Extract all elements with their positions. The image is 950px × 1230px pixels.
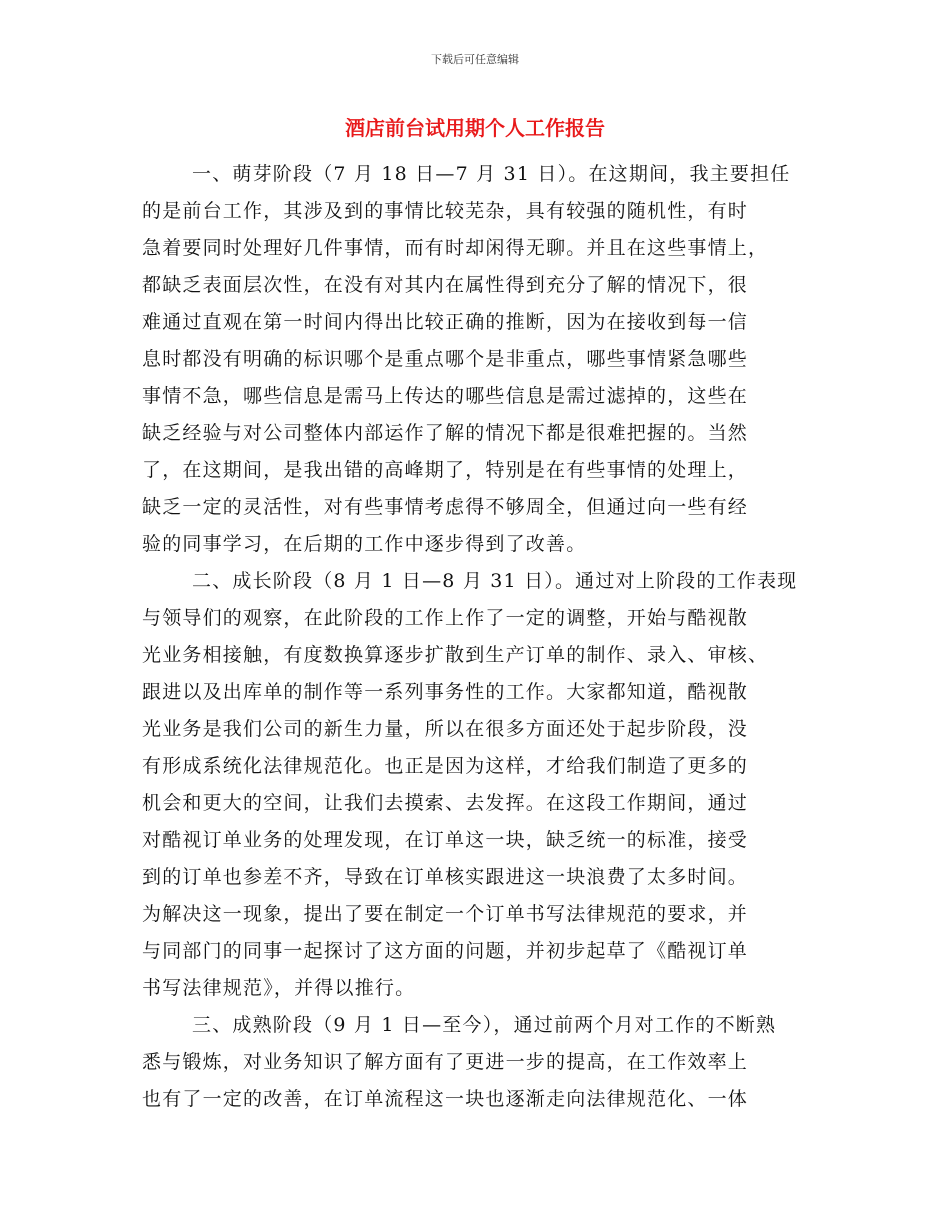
- text-line: 光业务是我们公司的新生力量，所以在很多方面还处于起步阶段，没: [142, 718, 749, 740]
- text-line: 机会和更大的空间，让我们去摸索、去发挥。在这段工作期间，通过: [142, 792, 749, 814]
- text-line: 息时都没有明确的标识哪个是重点哪个是非重点，哪些事情紧急哪些: [142, 348, 749, 370]
- header-note: 下载后可任意编辑: [431, 53, 519, 66]
- text-line: 二、成长阶段（8 月 1 日—8 月 31 日）。通过对上阶段的工作表现: [192, 570, 798, 592]
- text-line: 有形成系统化法律规范化。也正是因为这样，才给我们制造了更多的: [142, 755, 749, 777]
- paragraph-3: [142, 1007, 802, 1118]
- text-line: 缺乏一定的灵活性，对有些事情考虑得不够周全，但通过向一些有经: [142, 496, 749, 518]
- text-line: 为解决这一现象，提出了要在制定一个订单书写法律规范的要求，并: [142, 903, 749, 925]
- document-title: 酒店前台试用期个人工作报告: [345, 116, 605, 140]
- text-line: 与领导们的观察，在此阶段的工作上作了一定的调整，开始与酷视散: [142, 607, 749, 629]
- text-line: 到的订单也参差不齐，导致在订单核实跟进这一块浪费了太多时间。: [142, 866, 749, 888]
- text-line: 也有了一定的改善，在订单流程这一块也逐渐走向法律规范化、一体: [142, 1088, 749, 1110]
- text-line: 急着要同时处理好几件事情，而有时却闲得无聊。并且在这些事情上，: [142, 237, 769, 259]
- text-line: 光业务相接触，有度数换算逐步扩散到生产订单的制作、录入、审核、: [142, 644, 769, 666]
- text-line: 跟进以及出库单的制作等一系列事务性的工作。大家都知道，酷视散: [142, 681, 749, 703]
- text-line: 了，在这期间，是我出错的高峰期了，特别是在有些事情的处理上，: [142, 459, 749, 481]
- text-line: 一、萌芽阶段（7 月 18 日—7 月 31 日）。在这期间，我主要担任: [192, 163, 791, 185]
- paragraph-2: [142, 563, 802, 1007]
- paragraph-1: [142, 156, 802, 563]
- document-body: [142, 156, 802, 1118]
- text-line: 悉与锻炼，对业务知识了解方面有了更进一步的提高，在工作效率上: [142, 1051, 749, 1073]
- text-line: 验的同事学习，在后期的工作中逐步得到了改善。: [142, 533, 587, 555]
- text-line: 都缺乏表面层次性，在没有对其内在属性得到充分了解的情况下，很: [142, 274, 749, 296]
- text-line: 书写法律规范》，并得以推行。: [142, 977, 416, 999]
- text-line: 对酷视订单业务的处理发现，在订单这一块，缺乏统一的标准，接受: [142, 829, 749, 851]
- text-line: 与同部门的同事一起探讨了这方面的问题，并初步起草了《酷视订单: [142, 940, 749, 962]
- text-line: 的是前台工作，其涉及到的事情比较芜杂，具有较强的随机性，有时: [142, 200, 749, 222]
- text-line: 三、成熟阶段（9 月 1 日—至今），通过前两个月对工作的不断熟: [192, 1014, 777, 1036]
- text-line: 难通过直观在第一时间内得出比较正确的推断，因为在接收到每一信: [142, 311, 749, 333]
- text-line: 缺乏经验与对公司整体内部运作了解的情况下都是很难把握的。当然: [142, 422, 749, 444]
- text-line: 事情不急，哪些信息是需马上传达的哪些信息是需过滤掉的，这些在: [142, 385, 749, 407]
